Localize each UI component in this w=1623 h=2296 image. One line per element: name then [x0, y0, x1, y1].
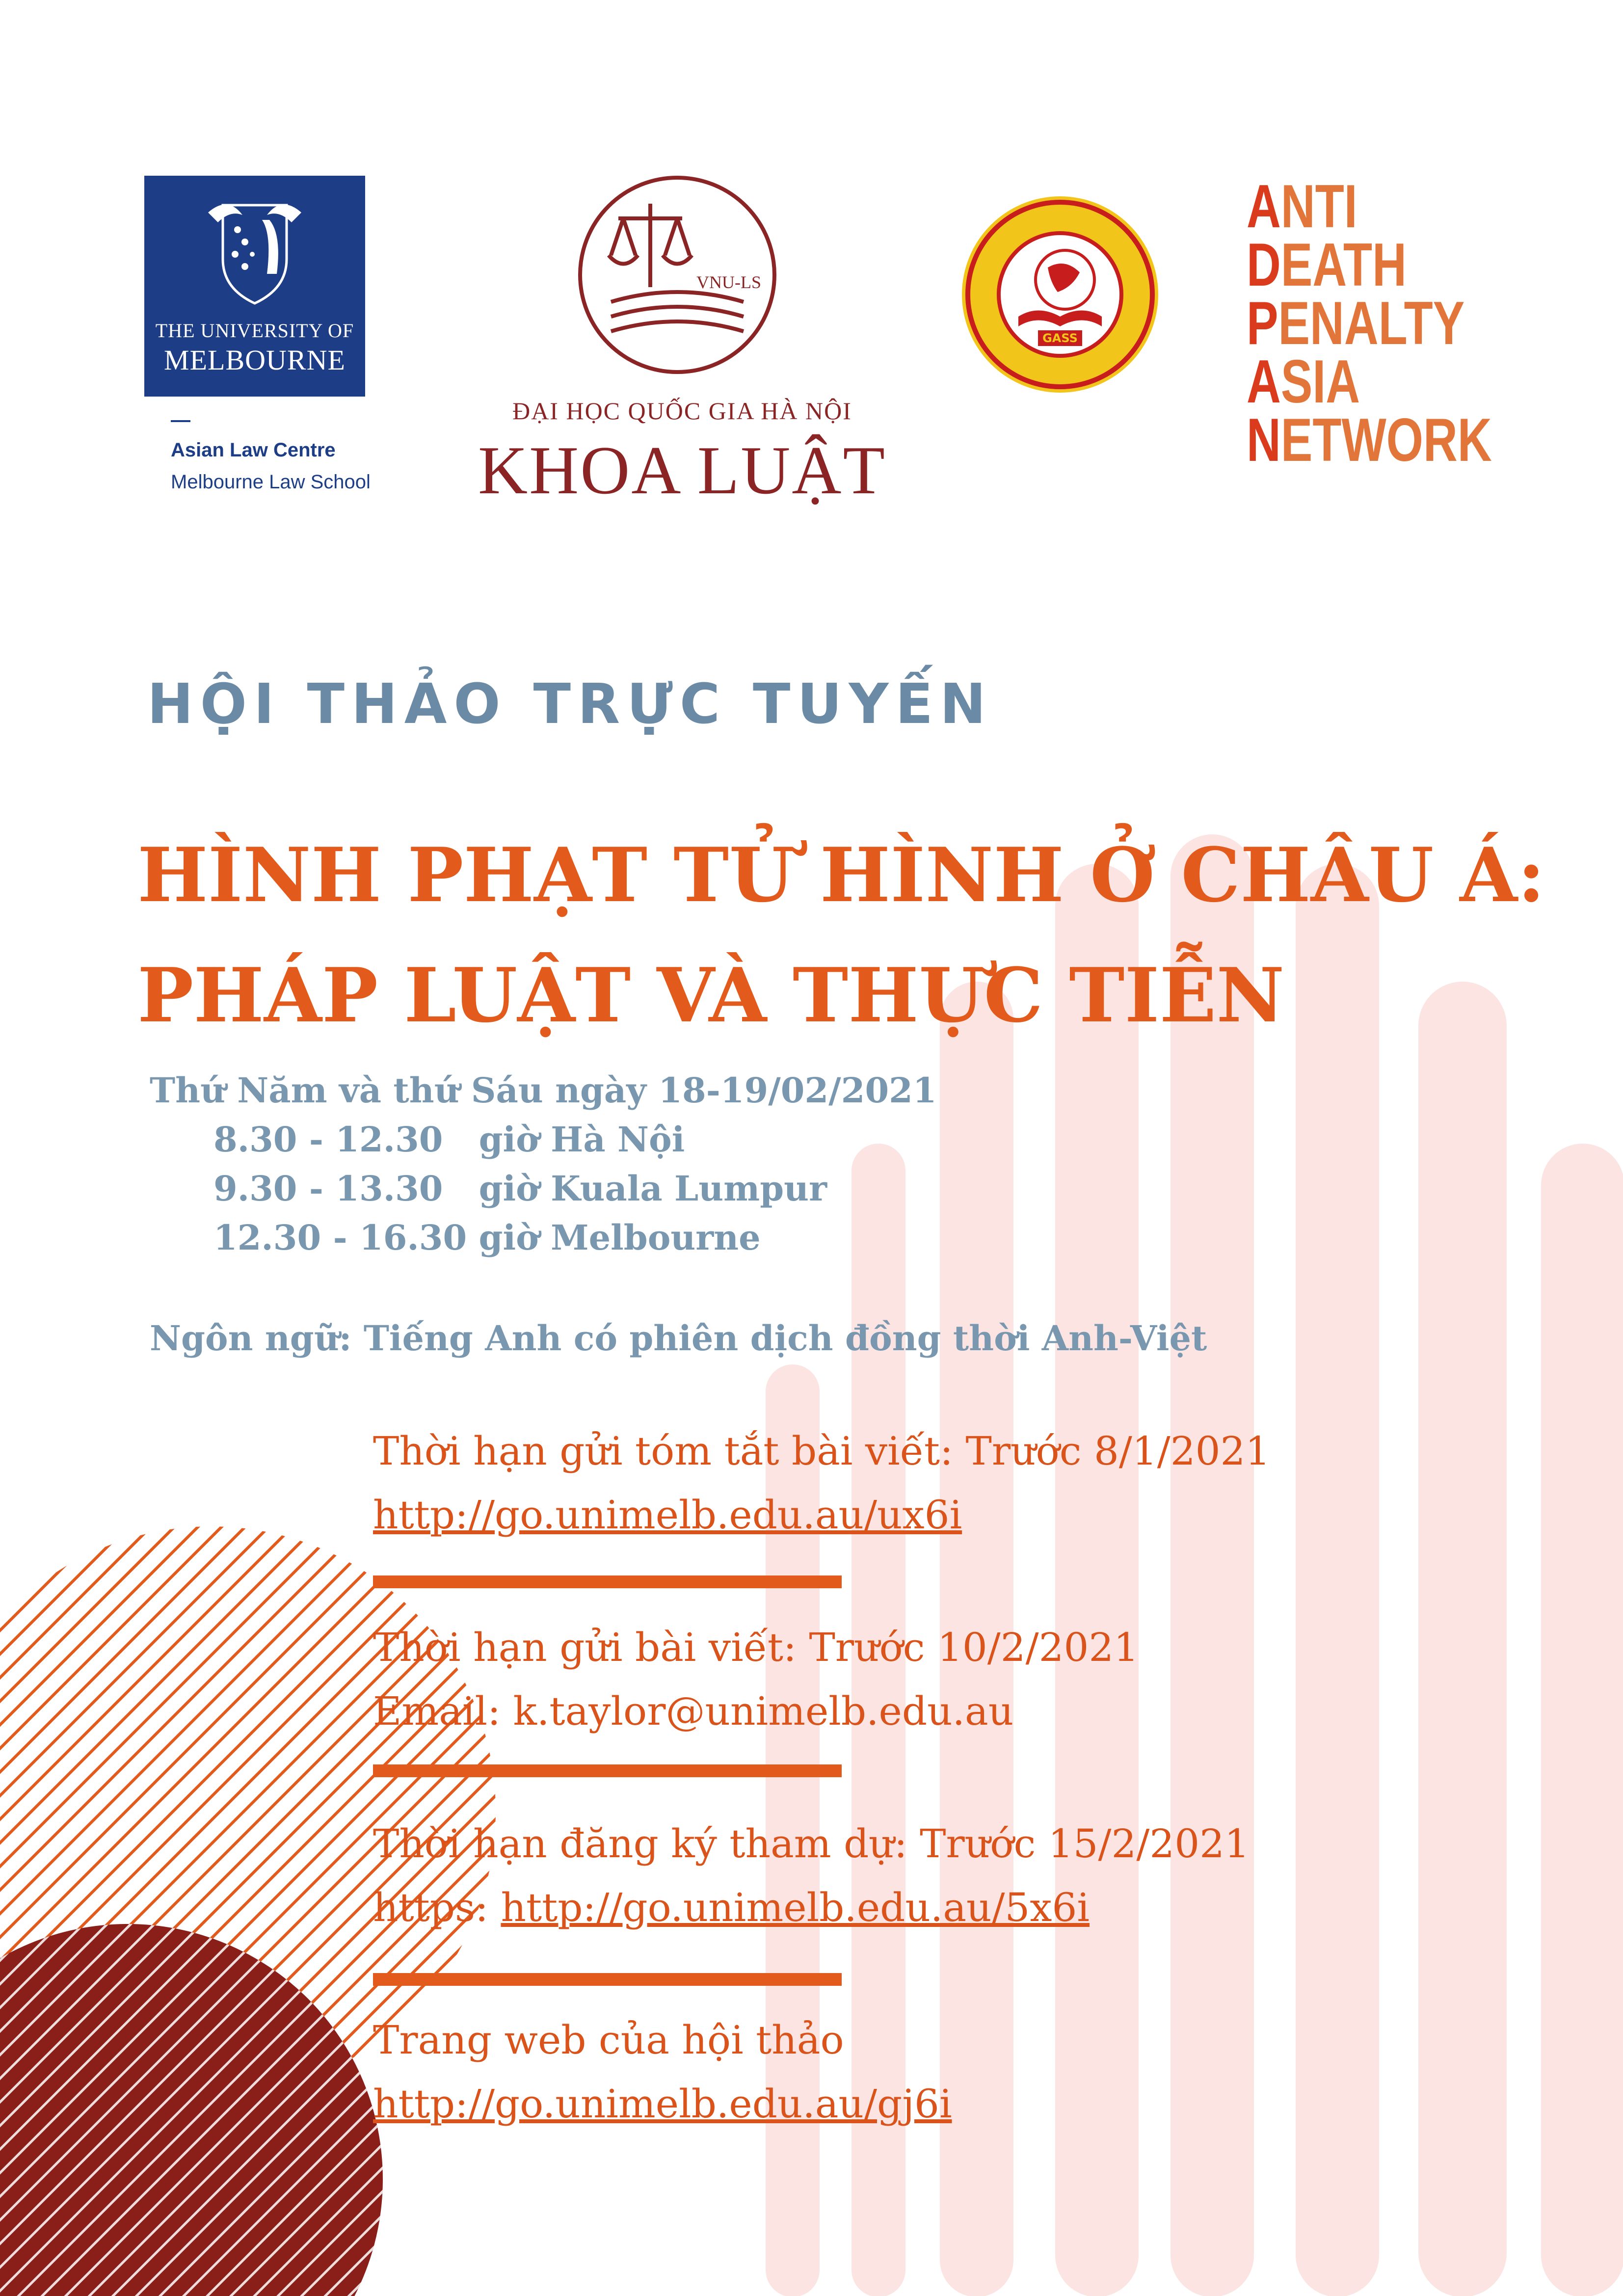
paper-deadline: Thời hạn gửi bài viết: Trước 10/2/2021	[373, 1625, 1139, 1670]
website-label: Trang web của hội thảo	[373, 2017, 844, 2063]
register-prefix: https:	[373, 1885, 501, 1930]
divider	[171, 420, 190, 422]
vnu-law-emblem-icon	[577, 174, 778, 375]
gass-emblem-icon	[959, 194, 1161, 395]
vnu-emblem-text: VNU-LS	[696, 272, 761, 292]
section-divider	[373, 1764, 842, 1777]
abstract-link-row	[373, 1492, 962, 1538]
adpan-line: ASIA	[1247, 348, 1360, 416]
event-title	[137, 815, 1545, 1055]
website-link[interactable]: http://go.unimelb.edu.au/gj6i	[373, 2081, 952, 2127]
register-deadline: Thời hạn đăng ký tham dự: Trước 15/2/2021	[373, 1821, 1250, 1867]
melbourne-law-school-label: Melbourne Law School	[171, 471, 371, 493]
section-divider	[373, 1575, 842, 1588]
register-link-row	[373, 1885, 1090, 1930]
website-link-row	[373, 2081, 952, 2127]
adpan-line: ANTI	[1247, 173, 1357, 240]
gass-emblem-text: GASS	[1042, 331, 1078, 345]
time-kuala-lumpur: 9.30 - 13.30 giờ Kuala Lumpur	[213, 1168, 827, 1209]
language-info: Ngôn ngữ: Tiếng Anh có phiên dịch đồng thời Anh-Việt	[150, 1318, 1207, 1359]
register-link[interactable]: http://go.unimelb.edu.au/5x6i	[501, 1885, 1090, 1930]
time-melbourne: 12.30 - 16.30 giờ Melbourne	[213, 1217, 761, 1258]
paper-email[interactable]: Email: k.taylor@unimelb.edu.au	[373, 1688, 1014, 1734]
event-type-heading: HỘI THẢO TRỰC TUYẾN	[147, 672, 993, 736]
melbourne-logo-line1: THE UNIVERSITY OF	[155, 320, 354, 342]
vnu-title: KHOA LUẬT	[478, 432, 886, 508]
vnu-subtitle: ĐẠI HỌC QUỐC GIA HÀ NỘI	[512, 397, 852, 425]
adpan-line: NETWORK	[1247, 406, 1492, 474]
section-divider	[373, 1973, 842, 1986]
melbourne-crest-icon	[144, 176, 365, 318]
asian-law-centre-label: Asian Law Centre	[171, 439, 336, 461]
abstract-link[interactable]: http://go.unimelb.edu.au/ux6i	[373, 1492, 962, 1538]
adpan-line: DEATH	[1247, 231, 1407, 299]
event-title-line2: PHÁP LUẬT VÀ THỰC TIỄN	[137, 951, 1285, 1039]
adpan-line: PENALTY	[1247, 290, 1465, 357]
event-date: Thứ Năm và thứ Sáu ngày 18-19/02/2021	[150, 1070, 937, 1111]
event-title-line1: HÌNH PHẠT TỬ HÌNH Ở CHÂU Á:	[137, 831, 1545, 919]
time-hanoi: 8.30 - 12.30 giờ Hà Nội	[213, 1119, 685, 1160]
adpan-logo	[1247, 173, 1492, 474]
abstract-deadline: Thời hạn gửi tóm tắt bài viết: Trước 8/1/2021	[373, 1428, 1271, 1474]
melbourne-logo-line2: MELBOURNE	[164, 344, 346, 376]
